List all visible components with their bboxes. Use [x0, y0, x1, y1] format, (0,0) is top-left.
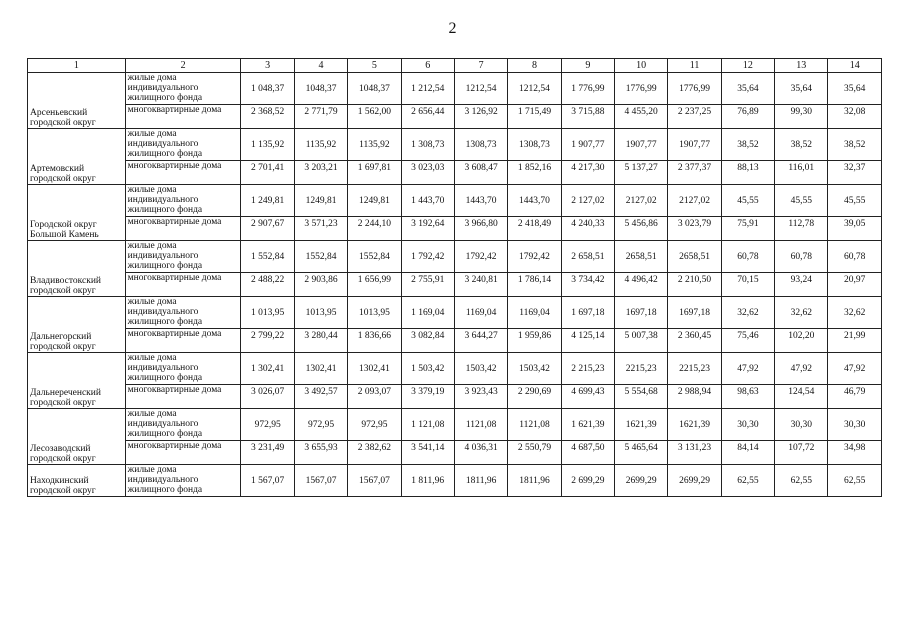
value-cell: 34,98 [828, 441, 882, 465]
value-cell: 45,55 [828, 185, 882, 217]
value-cell: 47,92 [775, 353, 828, 385]
value-cell: 30,30 [721, 409, 774, 441]
value-cell: 1443,70 [454, 185, 507, 217]
value-cell: 60,78 [721, 241, 774, 273]
value-cell: 2 237,25 [668, 105, 721, 129]
value-cell: 32,37 [828, 161, 882, 185]
value-cell: 47,92 [721, 353, 774, 385]
housing-type-cell: многоквартирные дома [125, 329, 241, 353]
value-cell: 4 699,43 [561, 385, 614, 409]
value-cell: 972,95 [348, 409, 401, 441]
value-cell: 1621,39 [668, 409, 721, 441]
value-cell: 4 687,50 [561, 441, 614, 465]
housing-type-cell: жилые дома индивидуального жилищного фонда [125, 129, 241, 161]
value-cell: 1567,07 [348, 465, 401, 497]
page-number: 2 [448, 20, 457, 37]
housing-type-cell: жилые дома индивидуального жилищного фонда [125, 73, 241, 105]
value-cell: 2699,29 [615, 465, 668, 497]
value-cell: 1 776,99 [561, 73, 614, 105]
value-cell: 3 379,19 [401, 385, 454, 409]
housing-type-cell: жилые дома индивидуального жилищного фонда [125, 297, 241, 329]
value-cell: 62,55 [828, 465, 882, 497]
value-cell: 1 562,00 [348, 105, 401, 129]
housing-type-cell: многоквартирные дома [125, 385, 241, 409]
table-row [28, 465, 882, 497]
value-cell: 1697,18 [668, 297, 721, 329]
value-cell: 1 792,42 [401, 241, 454, 273]
value-cell: 30,30 [775, 409, 828, 441]
value-cell: 1 552,84 [241, 241, 294, 273]
value-cell: 3 923,43 [454, 385, 507, 409]
value-cell: 4 125,14 [561, 329, 614, 353]
value-cell: 2 244,10 [348, 217, 401, 241]
table-row [28, 241, 882, 273]
value-cell: 1 302,41 [241, 353, 294, 385]
table-row [28, 297, 882, 329]
value-cell: 1249,81 [348, 185, 401, 217]
value-cell: 4 240,33 [561, 217, 614, 241]
value-cell: 35,64 [828, 73, 882, 105]
value-cell: 1 959,86 [508, 329, 561, 353]
value-cell: 1169,04 [454, 297, 507, 329]
value-cell: 1302,41 [348, 353, 401, 385]
tariff-table [27, 58, 882, 497]
value-cell: 1 048,37 [241, 73, 294, 105]
value-cell: 1 013,95 [241, 297, 294, 329]
value-cell: 2 988,94 [668, 385, 721, 409]
value-cell: 3 023,03 [401, 161, 454, 185]
value-cell: 70,15 [721, 273, 774, 297]
value-cell: 5 554,68 [615, 385, 668, 409]
value-cell: 2699,29 [668, 465, 721, 497]
value-cell: 93,24 [775, 273, 828, 297]
value-cell: 35,64 [721, 73, 774, 105]
value-cell: 2 907,67 [241, 217, 294, 241]
value-cell: 3 240,81 [454, 273, 507, 297]
value-cell: 32,62 [775, 297, 828, 329]
value-cell: 98,63 [721, 385, 774, 409]
value-cell: 1567,07 [294, 465, 347, 497]
value-cell: 2 771,79 [294, 105, 347, 129]
value-cell: 2 701,41 [241, 161, 294, 185]
value-cell: 112,78 [775, 217, 828, 241]
value-cell: 3 026,07 [241, 385, 294, 409]
housing-type-cell: многоквартирные дома [125, 217, 241, 241]
value-cell: 46,79 [828, 385, 882, 409]
value-cell: 4 217,30 [561, 161, 614, 185]
value-cell: 3 126,92 [454, 105, 507, 129]
value-cell: 1 443,70 [401, 185, 454, 217]
column-header: 14 [828, 59, 882, 73]
housing-type-cell: жилые дома индивидуального жилищного фонда [125, 241, 241, 273]
table-row [28, 185, 882, 217]
column-header: 1 [28, 59, 126, 73]
value-cell: 2 903,86 [294, 273, 347, 297]
value-cell: 1302,41 [294, 353, 347, 385]
value-cell: 1013,95 [348, 297, 401, 329]
value-cell: 32,62 [828, 297, 882, 329]
value-cell: 35,64 [775, 73, 828, 105]
table-row [28, 385, 882, 409]
value-cell: 1 308,73 [401, 129, 454, 161]
value-cell: 2 210,50 [668, 273, 721, 297]
value-cell: 2 215,23 [561, 353, 614, 385]
table-row [28, 217, 882, 241]
value-cell: 2 488,22 [241, 273, 294, 297]
value-cell: 124,54 [775, 385, 828, 409]
value-cell: 2 093,07 [348, 385, 401, 409]
value-cell: 2658,51 [615, 241, 668, 273]
value-cell: 1792,42 [508, 241, 561, 273]
value-cell: 3 023,79 [668, 217, 721, 241]
municipality-cell: Владивостокский городской округ [28, 241, 126, 297]
table-row [28, 441, 882, 465]
value-cell: 62,55 [721, 465, 774, 497]
value-cell: 1135,92 [348, 129, 401, 161]
value-cell: 45,55 [775, 185, 828, 217]
value-cell: 1 907,77 [561, 129, 614, 161]
value-cell: 1621,39 [615, 409, 668, 441]
value-cell: 3 082,84 [401, 329, 454, 353]
value-cell: 972,95 [241, 409, 294, 441]
value-cell: 1811,96 [454, 465, 507, 497]
value-cell: 2215,23 [668, 353, 721, 385]
value-cell: 3 203,21 [294, 161, 347, 185]
housing-type-cell: жилые дома индивидуального жилищного фонда [125, 409, 241, 441]
value-cell: 1 852,16 [508, 161, 561, 185]
value-cell: 2658,51 [668, 241, 721, 273]
municipality-cell: Лесозаводский городской округ [28, 409, 126, 465]
value-cell: 75,46 [721, 329, 774, 353]
column-header: 7 [454, 59, 507, 73]
value-cell: 32,08 [828, 105, 882, 129]
housing-type-cell: жилые дома индивидуального жилищного фонда [125, 353, 241, 385]
column-header: 9 [561, 59, 614, 73]
value-cell: 1697,18 [615, 297, 668, 329]
value-cell: 1 836,66 [348, 329, 401, 353]
table-row [28, 409, 882, 441]
column-header: 11 [668, 59, 721, 73]
value-cell: 116,01 [775, 161, 828, 185]
value-cell: 1212,54 [454, 73, 507, 105]
value-cell: 2 290,69 [508, 385, 561, 409]
value-cell: 1 715,49 [508, 105, 561, 129]
value-cell: 1 697,18 [561, 297, 614, 329]
value-cell: 3 131,23 [668, 441, 721, 465]
value-cell: 60,78 [828, 241, 882, 273]
value-cell: 39,05 [828, 217, 882, 241]
housing-type-cell: многоквартирные дома [125, 441, 241, 465]
table-row [28, 329, 882, 353]
housing-type-cell: многоквартирные дома [125, 273, 241, 297]
value-cell: 1 621,39 [561, 409, 614, 441]
value-cell: 1 135,92 [241, 129, 294, 161]
value-cell: 38,52 [721, 129, 774, 161]
value-cell: 1907,77 [668, 129, 721, 161]
column-header: 4 [294, 59, 347, 73]
value-cell: 2 360,45 [668, 329, 721, 353]
column-header: 3 [241, 59, 294, 73]
value-cell: 45,55 [721, 185, 774, 217]
table-row [28, 353, 882, 385]
value-cell: 2 377,37 [668, 161, 721, 185]
municipality-cell: Арсеньевский городской округ [28, 73, 126, 129]
value-cell: 3 492,57 [294, 385, 347, 409]
value-cell: 3 715,88 [561, 105, 614, 129]
value-cell: 1121,08 [508, 409, 561, 441]
value-cell: 1 503,42 [401, 353, 454, 385]
column-header: 2 [125, 59, 241, 73]
value-cell: 1308,73 [508, 129, 561, 161]
value-cell: 38,52 [775, 129, 828, 161]
value-cell: 1811,96 [508, 465, 561, 497]
column-header: 5 [348, 59, 401, 73]
municipality-cell: Находкинский городской округ [28, 465, 126, 497]
value-cell: 3 966,80 [454, 217, 507, 241]
value-cell: 60,78 [775, 241, 828, 273]
value-cell: 1552,84 [294, 241, 347, 273]
value-cell: 32,62 [721, 297, 774, 329]
value-cell: 20,97 [828, 273, 882, 297]
value-cell: 1503,42 [508, 353, 561, 385]
municipality-cell: Дальнегорский городской округ [28, 297, 126, 353]
value-cell: 1212,54 [508, 73, 561, 105]
value-cell: 3 541,14 [401, 441, 454, 465]
value-cell: 4 455,20 [615, 105, 668, 129]
value-cell: 107,72 [775, 441, 828, 465]
municipality-cell: Дальнереченский городской округ [28, 353, 126, 409]
value-cell: 972,95 [294, 409, 347, 441]
value-cell: 1 697,81 [348, 161, 401, 185]
value-cell: 1013,95 [294, 297, 347, 329]
value-cell: 5 007,38 [615, 329, 668, 353]
housing-type-cell: многоквартирные дома [125, 105, 241, 129]
value-cell: 1 249,81 [241, 185, 294, 217]
value-cell: 84,14 [721, 441, 774, 465]
value-cell: 2 799,22 [241, 329, 294, 353]
value-cell: 5 137,27 [615, 161, 668, 185]
municipality-cell: Артемовский городской округ [28, 129, 126, 185]
value-cell: 4 036,31 [454, 441, 507, 465]
column-header: 12 [721, 59, 774, 73]
value-cell: 3 734,42 [561, 273, 614, 297]
value-cell: 1 169,04 [401, 297, 454, 329]
value-cell: 30,30 [828, 409, 882, 441]
value-cell: 3 231,49 [241, 441, 294, 465]
value-cell: 1 656,99 [348, 273, 401, 297]
housing-type-cell: жилые дома индивидуального жилищного фонда [125, 185, 241, 217]
value-cell: 88,13 [721, 161, 774, 185]
value-cell: 1 786,14 [508, 273, 561, 297]
table-row [28, 129, 882, 161]
column-header: 8 [508, 59, 561, 73]
value-cell: 76,89 [721, 105, 774, 129]
table-row [28, 73, 882, 105]
value-cell: 2127,02 [615, 185, 668, 217]
value-cell: 2215,23 [615, 353, 668, 385]
header-row [28, 59, 882, 73]
value-cell: 1443,70 [508, 185, 561, 217]
table-row [28, 273, 882, 297]
municipality-cell: Городской округ Большой Камень [28, 185, 126, 241]
value-cell: 102,20 [775, 329, 828, 353]
value-cell: 1121,08 [454, 409, 507, 441]
column-header: 10 [615, 59, 668, 73]
value-cell: 2127,02 [668, 185, 721, 217]
value-cell: 2 550,79 [508, 441, 561, 465]
value-cell: 1792,42 [454, 241, 507, 273]
value-cell: 1 212,54 [401, 73, 454, 105]
value-cell: 1907,77 [615, 129, 668, 161]
value-cell: 3 571,23 [294, 217, 347, 241]
value-cell: 2 699,29 [561, 465, 614, 497]
value-cell: 47,92 [828, 353, 882, 385]
value-cell: 1503,42 [454, 353, 507, 385]
housing-type-cell: жилые дома индивидуального жилищного фонда [125, 465, 241, 497]
value-cell: 2 656,44 [401, 105, 454, 129]
column-header: 6 [401, 59, 454, 73]
value-cell: 3 655,93 [294, 441, 347, 465]
value-cell: 2 368,52 [241, 105, 294, 129]
value-cell: 75,91 [721, 217, 774, 241]
value-cell: 3 280,44 [294, 329, 347, 353]
value-cell: 5 456,86 [615, 217, 668, 241]
value-cell: 1 567,07 [241, 465, 294, 497]
housing-type-cell: многоквартирные дома [125, 161, 241, 185]
value-cell: 1552,84 [348, 241, 401, 273]
value-cell: 2 755,91 [401, 273, 454, 297]
table-row [28, 105, 882, 129]
value-cell: 3 644,27 [454, 329, 507, 353]
value-cell: 38,52 [828, 129, 882, 161]
column-header: 13 [775, 59, 828, 73]
value-cell: 4 496,42 [615, 273, 668, 297]
value-cell: 62,55 [775, 465, 828, 497]
value-cell: 5 465,64 [615, 441, 668, 465]
value-cell: 1776,99 [668, 73, 721, 105]
value-cell: 1048,37 [294, 73, 347, 105]
value-cell: 1 811,96 [401, 465, 454, 497]
value-cell: 1135,92 [294, 129, 347, 161]
value-cell: 3 192,64 [401, 217, 454, 241]
value-cell: 2 127,02 [561, 185, 614, 217]
value-cell: 1 121,08 [401, 409, 454, 441]
value-cell: 1048,37 [348, 73, 401, 105]
value-cell: 21,99 [828, 329, 882, 353]
value-cell: 99,30 [775, 105, 828, 129]
value-cell: 1249,81 [294, 185, 347, 217]
value-cell: 1308,73 [454, 129, 507, 161]
value-cell: 3 608,47 [454, 161, 507, 185]
value-cell: 2 418,49 [508, 217, 561, 241]
table-body [28, 73, 882, 497]
value-cell: 2 658,51 [561, 241, 614, 273]
value-cell: 1776,99 [615, 73, 668, 105]
table-row [28, 161, 882, 185]
value-cell: 1169,04 [508, 297, 561, 329]
value-cell: 2 382,62 [348, 441, 401, 465]
